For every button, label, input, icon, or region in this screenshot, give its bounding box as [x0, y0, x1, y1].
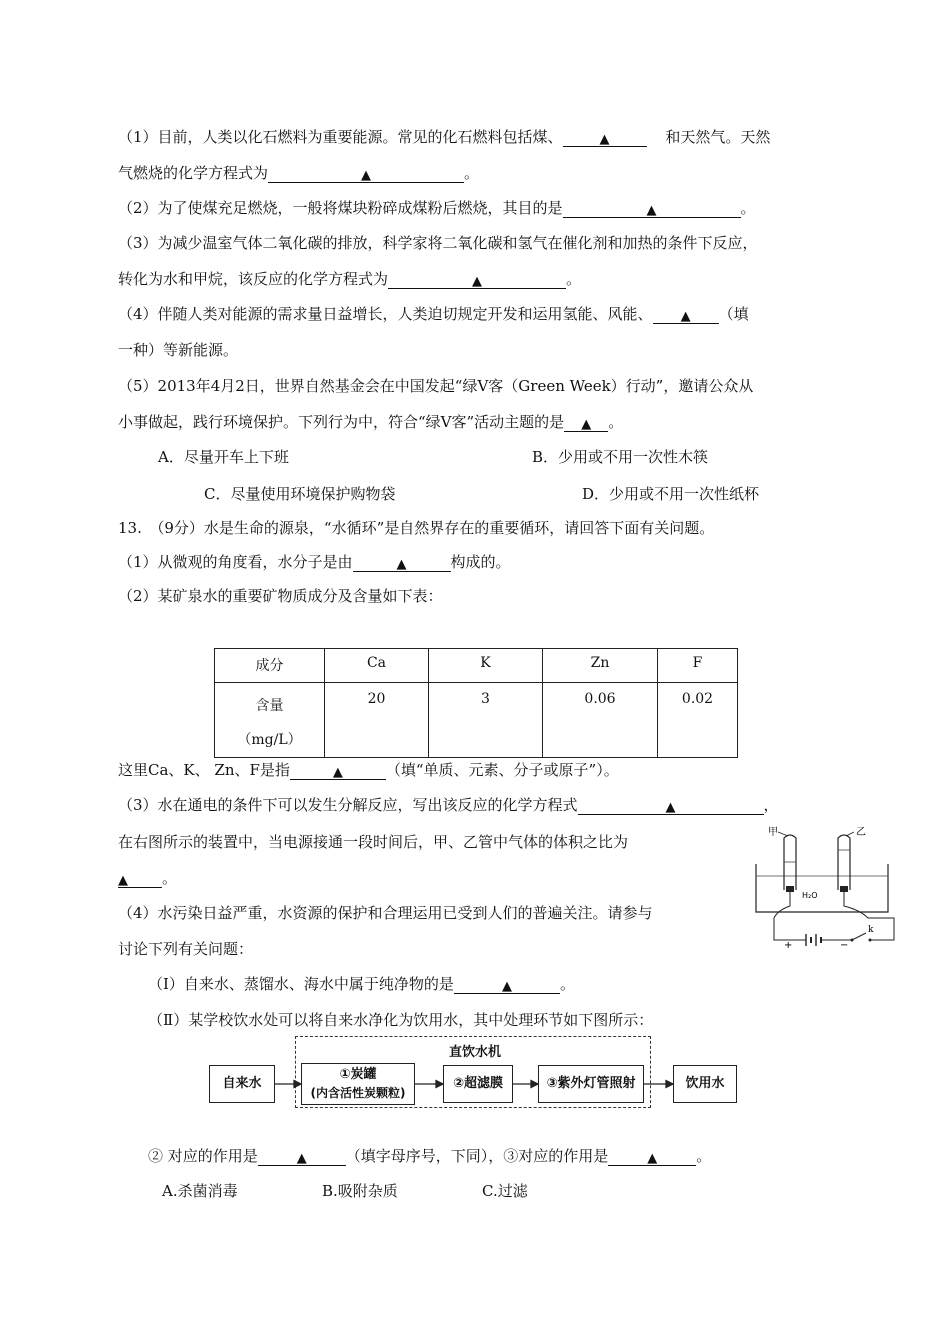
answer-mark: ▲	[599, 132, 610, 147]
table-cell: 0.02	[658, 683, 738, 758]
q13-p2: （2）某矿泉水的重要矿物质成分及含量如下表：	[118, 587, 443, 605]
answer-mark: ▲	[501, 979, 512, 994]
q13-title: 13. （9分）水是生命的源泉，“水循环”是自然界存在的重要循环，请回答下面有关问题。	[118, 519, 715, 537]
table-header: F	[658, 649, 738, 683]
answer-blank[interactable]	[258, 1147, 346, 1166]
q13-option-b: B.吸附杂质	[322, 1182, 398, 1200]
answer-mark: ▲	[472, 274, 483, 289]
table-header: 成分	[215, 649, 325, 683]
answer-blank[interactable]	[563, 199, 741, 218]
q12-option-a: A．尽量开车上下班	[158, 448, 289, 466]
label-plus: +	[784, 940, 793, 950]
answer-mark: ▲	[581, 417, 592, 432]
answer-mark: ▲	[646, 203, 657, 218]
answer-blank[interactable]	[268, 164, 464, 183]
answer-mark: ▲	[361, 168, 372, 183]
table-row-label: 含量 （mg/L）	[215, 683, 325, 758]
table-header: Zn	[543, 649, 658, 683]
q12-p3-line2: 转化为水和甲烷，该反应的化学方程式为 ▲ 。	[118, 270, 582, 289]
electrolysis-apparatus	[748, 822, 900, 950]
label-yi: 乙	[856, 827, 866, 838]
q12-p4-line1: （4）伴随人类对能源的需求量日益增长，人类迫切规定开发和运用氢能、风能、 ▲ （填	[118, 305, 749, 324]
answer-blank[interactable]	[608, 1147, 696, 1166]
answer-mark: ▲	[647, 1151, 658, 1166]
flow-step2-box: ②超滤膜	[443, 1065, 513, 1103]
flow-source-box: 自来水	[209, 1065, 275, 1103]
table-header: K	[429, 649, 543, 683]
q12-p5-line2: 小事做起，践行环境保护。下列行为中，符合“绿V客”活动主题的是 ▲ 。	[118, 413, 624, 432]
flow-arrows	[205, 1035, 745, 1115]
q12-p4-line2: 一种）等新能源。	[118, 341, 239, 359]
tube-jia	[784, 835, 796, 890]
answer-mark: ▲	[396, 557, 407, 572]
label-water: H₂O	[802, 891, 818, 900]
answer-blank[interactable]	[578, 796, 764, 815]
table-cell: 3	[429, 683, 543, 758]
answer-blank[interactable]	[353, 553, 451, 572]
q13-p4-ii: （Ⅱ）某学校饮水处可以将自来水净化为饮用水，其中处理环节如下图所示：	[148, 1011, 654, 1029]
table-header: Ca	[325, 649, 429, 683]
label-minus: −	[840, 940, 849, 950]
q13-p4-i: （Ⅰ）自来水、蒸馏水、海水中属于纯净物的是 ▲ 。	[148, 975, 575, 994]
q13-p1: （1）从微观的角度看，水分子是由 ▲ 构成的。	[118, 553, 511, 572]
q12-p2: （2）为了使煤充足燃烧，一般将煤块粉碎成煤粉后燃烧，其目的是 ▲ 。	[118, 199, 756, 218]
q12-p5-line1: （5）2013年4月2日，世界自然基金会在中国发起“绿V客（Green Week）行动”，邀请公众从	[118, 377, 754, 395]
mineral-table	[214, 648, 738, 758]
answer-blank[interactable]	[653, 305, 719, 324]
flow-step1-box: ①炭罐 (内含活性炭颗粒)	[301, 1063, 415, 1105]
label-jia: 甲	[768, 827, 778, 838]
q13-option-c: C.过滤	[482, 1182, 528, 1200]
q12-p3-line1: （3）为减少温室气体二氧化碳的排放，科学家将二氧化碳和氢气在催化剂和加热的条件下反应，	[118, 234, 758, 252]
table-cell: 20	[325, 683, 429, 758]
q13-option-a: A.杀菌消毒	[162, 1182, 238, 1200]
answer-mark: ▲	[665, 800, 676, 815]
table-cell: 0.06	[543, 683, 658, 758]
answer-blank[interactable]	[290, 761, 386, 780]
q12-p1-line2: 气燃烧的化学方程式为 ▲ 。	[118, 164, 480, 183]
q13-p3-line2: 在右图所示的装置中，当电源接通一段时间后，甲、乙管中气体的体积之比为	[118, 833, 629, 851]
answer-blank[interactable]	[454, 975, 560, 994]
label-k: k	[868, 925, 874, 935]
answer-mark: ▲	[118, 873, 128, 888]
q13-p4-line2: 讨论下列有关问题：	[118, 940, 254, 958]
q12-p1-line1: （1）目前，人类以化石燃料为重要能源。常见的化石燃料包括煤、 ▲ 和天然气。天然	[118, 128, 771, 147]
q12-option-b: B．少用或不用一次性木筷	[532, 448, 709, 466]
answer-mark: ▲	[332, 765, 343, 780]
q13-p4-iii: ② 对应的作用是 ▲ （填字母序号，下同），③对应的作用是 ▲ 。	[148, 1147, 712, 1166]
q13-p3-line3: ▲ 。	[118, 869, 178, 888]
answer-blank[interactable]	[563, 128, 647, 147]
flow-step3-box: ③紫外灯管照射	[538, 1065, 644, 1103]
tube-yi	[838, 835, 850, 890]
q13-p2-b: 这里Ca、K、 Zn、F是指 ▲ （填“单质、元素、分子或原子”）。	[118, 761, 619, 780]
flow-group-label: 直饮水机	[448, 1045, 501, 1060]
flow-diagram	[205, 1035, 745, 1115]
q12-option-d: D．少用或不用一次性纸杯	[582, 485, 760, 503]
q13-p3-line1: （3）水在通电的条件下可以发生分解反应，写出该反应的化学方程式 ▲ ，	[118, 796, 779, 815]
answer-blank[interactable]	[388, 270, 566, 289]
answer-blank[interactable]	[118, 869, 162, 888]
flow-output-box: 饮用水	[673, 1065, 737, 1103]
answer-mark: ▲	[680, 309, 691, 324]
answer-mark: ▲	[296, 1151, 307, 1166]
q13-p4-line1: （4）水污染日益严重，水资源的保护和合理运用已受到人们的普遍关注。请参与	[118, 904, 653, 922]
answer-blank[interactable]	[564, 413, 608, 432]
q12-option-c: C．尽量使用环境保护购物袋	[204, 485, 396, 503]
